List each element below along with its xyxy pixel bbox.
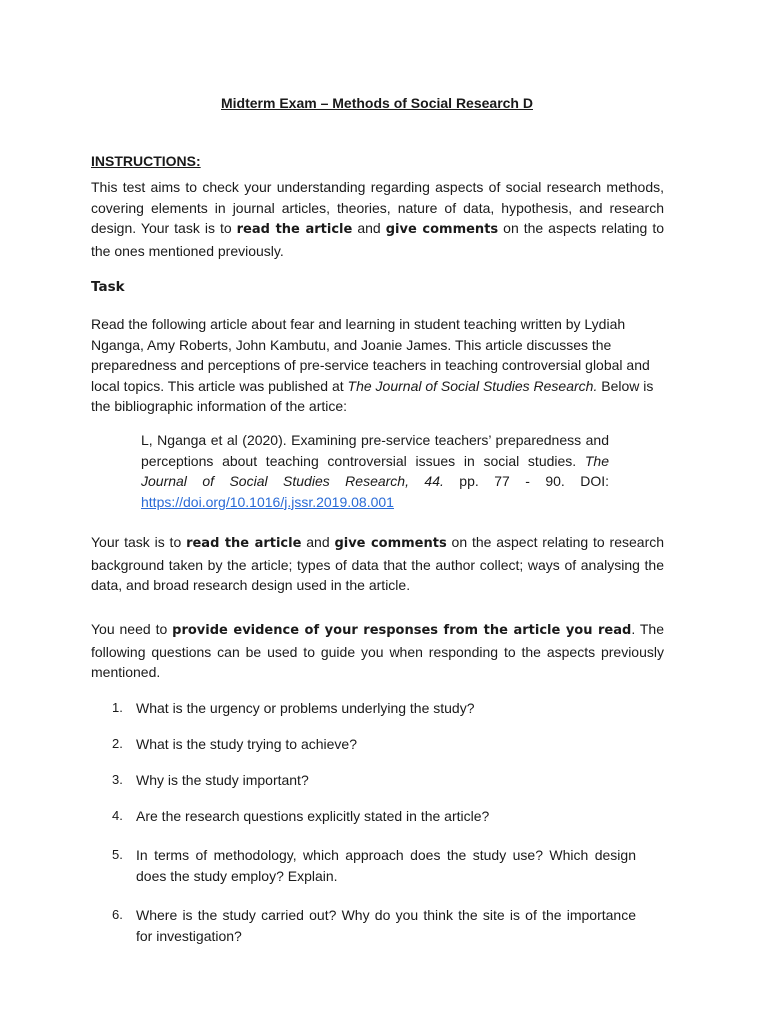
citation-text-2: pp. 77 - 90. DOI: (443, 473, 609, 489)
instructions-heading: INSTRUCTIONS: (91, 153, 201, 169)
citation-journal: The Journal of Social Studies Research, 44. (141, 452, 609, 489)
task-comment-paragraph (91, 532, 664, 596)
question-number: 2. (112, 736, 123, 751)
instructions-bold-comments: give comments (385, 222, 499, 237)
instructions-text-3: on the aspects relating to the ones mentioned previously. (91, 220, 665, 259)
instructions-bold-read: read the article (236, 222, 353, 237)
question-number: 6. (112, 907, 123, 922)
question-text: In terms of methodology, which approach does the study use? Which design does the study employ? Explain. (136, 847, 636, 884)
question-number: 4. (112, 808, 123, 823)
evidence-paragraph (91, 619, 664, 683)
bibliographic-citation (141, 430, 609, 512)
question-text: Where is the study carried out? Why do you think the site is of the importance for investigation? (136, 907, 636, 944)
question-number: 1. (112, 700, 123, 715)
task-paragraph (91, 314, 673, 417)
task-text-2: Below is the bibliographic information of the artice: (91, 377, 654, 414)
question-text: Why is the study important? (136, 772, 309, 788)
instructions-text-1: This test aims to check your understanding regarding aspects of social research methods, covering elements in journal articles, theories, nature of data, hypothesis, and research design. Your task is to (91, 179, 664, 236)
doi-link[interactable]: https://doi.org/10.1016/j.jssr.2019.08.001 (141, 493, 394, 510)
task-journal-name: The Journal of Social Studies Research. (347, 377, 598, 394)
task-heading: Task (91, 279, 125, 295)
task2-text-3: on the aspect relating to research background taken by the article; types of data that the author collect; ways of analysing the data, and broad research design used in the article. (91, 534, 665, 593)
question-number: 3. (112, 772, 123, 787)
task2-bold-read: read the article (186, 536, 302, 551)
question-number: 5. (112, 847, 123, 862)
task2-text-1: Your task is to (91, 534, 187, 550)
instructions-paragraph (91, 177, 664, 261)
instructions-text-2: and (352, 220, 386, 236)
task2-bold-comments: give comments (334, 536, 447, 551)
citation-text-1: L, Nganga et al (2020). Examining pre-service teachers’ preparedness and perceptions about teaching controversial issues in social studies. (141, 432, 609, 469)
evidence-text-1: You need to (91, 621, 173, 637)
question-text: What is the urgency or problems underlying the study? (136, 700, 475, 716)
evidence-bold: provide evidence of your responses from the article you read (172, 623, 632, 638)
task2-text-2: and (301, 534, 335, 550)
page-title: Midterm Exam – Methods of Social Research D (221, 95, 533, 111)
question-text: Are the research questions explicitly stated in the article? (136, 808, 490, 824)
evidence-text-2: . The following questions can be used to guide you when responding to the aspects previously mentioned. (91, 621, 664, 680)
question-text: What is the study trying to achieve? (136, 736, 357, 752)
task-text-1: Read the following article about fear and learning in student teaching written by Lydiah Nganga, Amy Roberts, John Kambutu, and Joanie James. This article discusses the preparedness and perceptions of pre-service teachers in teaching controversial global and local topics. This article was published at (91, 316, 650, 394)
